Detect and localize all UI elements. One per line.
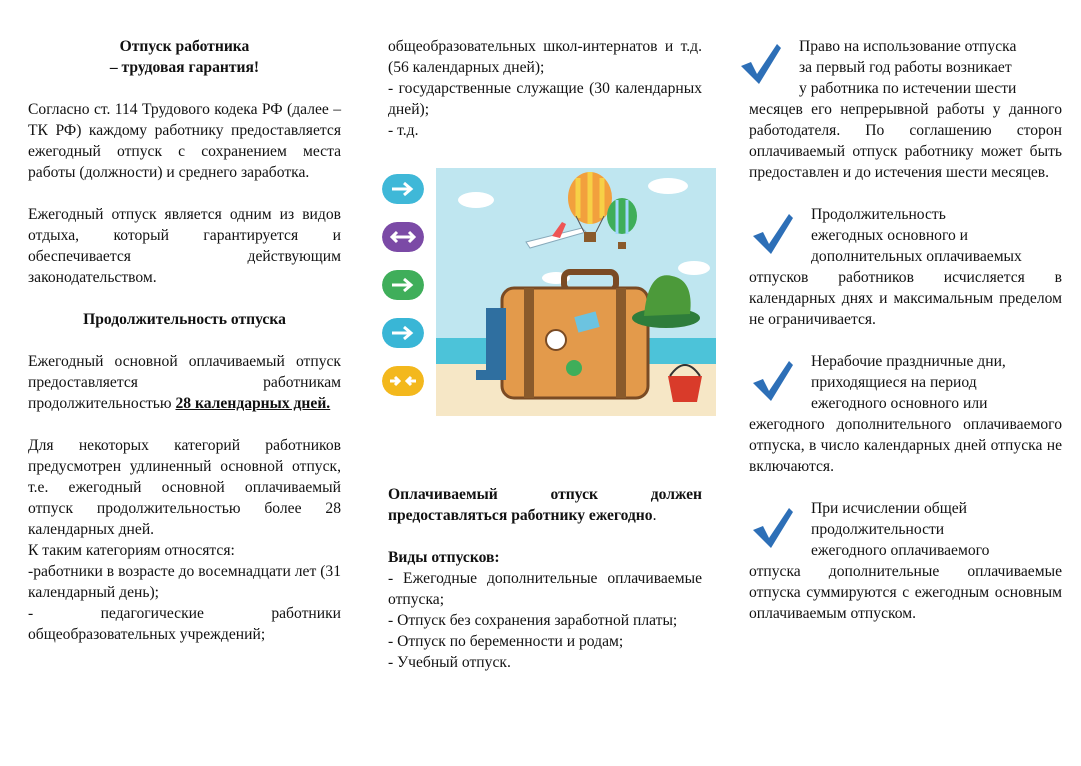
column-middle xyxy=(388,36,702,141)
b3-rest: ежегодного дополнительного оплачиваемого отпуска, в число календарных дней отпуска не включаются. xyxy=(749,416,1062,475)
category-teachers: - педагогические работники общеобразовательных учреждений; xyxy=(28,605,341,643)
paragraph-article-114: Согласно ст. 114 Трудового кодека РФ (далее – ТК РФ) каждому работнику предоставляется ежегодный отпуск с сохранением места работы (должности) и среднего заработка. xyxy=(28,101,341,181)
title-line-2: – трудовая гарантия! xyxy=(109,59,260,76)
checkmark-icon xyxy=(749,504,795,550)
b4-line1: При исчислении общей xyxy=(811,500,968,517)
b3-line1: Нерабочие праздничные дни, xyxy=(811,353,1006,370)
checkmark-icon xyxy=(737,40,783,86)
checkmark-icon xyxy=(749,210,795,256)
b4-line2: продолжительности xyxy=(811,521,945,538)
b1-line1: Право на использование отпуска xyxy=(799,38,1017,55)
leave-type-maternity: - Отпуск по беременности и родам; xyxy=(388,633,624,650)
b2-rest: отпусков работников исчисляется в календарных днях и максимальным пределом не ограничивается. xyxy=(749,269,1062,328)
heading-leave-types: Виды отпусков: xyxy=(388,549,500,566)
duration-days: 28 календарных дней. xyxy=(175,395,331,412)
double-arrow-icon xyxy=(382,222,424,252)
column-left xyxy=(28,36,341,645)
block-duration-days xyxy=(749,204,1062,330)
category-minors: -работники в возрасте до восемнадцати лет (31 календарный день); xyxy=(28,563,341,601)
category-civil-servants: - государственные служащие (30 календарных дней); xyxy=(388,80,702,118)
b1-line2: за первый год работы возникает xyxy=(799,59,1012,76)
b4-line3: ежегодного оплачиваемого xyxy=(811,542,990,559)
b1-line3: у работника по истечении шести xyxy=(799,80,1017,97)
b3-line3: ежегодного основного или xyxy=(811,395,988,412)
arrow-right-icon xyxy=(382,318,424,348)
b3-line2: приходящиеся на период xyxy=(811,374,977,391)
column-right xyxy=(749,36,1062,624)
column-middle-lower xyxy=(388,484,702,673)
leave-type-study: - Учебный отпуск. xyxy=(388,654,511,671)
heading-duration: Продолжительность отпуска xyxy=(83,311,286,328)
arrows-in-icon xyxy=(382,366,424,396)
title-line-1: Отпуск работника xyxy=(119,38,250,55)
paragraph-extended-leave: Для некоторых категорий работников предусмотрен удлиненный основной отпуск, т.е. ежегодный основной оплачиваемый отпуск продолжительностью более 28 календарных дней. xyxy=(28,437,341,538)
category-etc: - т.д. xyxy=(388,122,419,139)
b1-rest: месяцев его непрерывной работы у данного работодателя. По соглашению сторон оплачиваемый отпуск работнику может быть предоставлен и до истечения шести месяцев. xyxy=(749,101,1062,181)
vacation-illustration xyxy=(380,168,716,416)
paragraph-leave-rest: Ежегодный отпуск является одним из видов отдыха, который гарантируется и обеспечивается действующим законодательством. xyxy=(28,206,341,286)
category-boarding-schools: общеобразовательных школ-интернатов и т.д. (56 календарных дней); xyxy=(388,38,702,76)
travel-scene xyxy=(436,168,716,416)
b2-line1: Продолжительность xyxy=(811,206,946,223)
leave-type-unpaid: - Отпуск без сохранения заработной платы; xyxy=(388,612,678,629)
paragraph-categories: К таким категориям относятся: xyxy=(28,542,235,559)
b2-line3: дополнительных оплачиваемых xyxy=(811,248,1022,265)
block-holidays xyxy=(749,351,1062,477)
b4-rest: отпуска дополнительные оплачиваемые отпуска суммируются с ежегодным основным оплачиваемым отпуском. xyxy=(749,563,1062,622)
leave-type-additional: - Ежегодные дополнительные оплачиваемые отпуска; xyxy=(388,570,702,608)
arrow-icons xyxy=(380,168,432,416)
paragraph-duration xyxy=(28,351,341,414)
annual-period: . xyxy=(652,507,657,524)
arrow-right-icon xyxy=(382,270,424,300)
paragraph-annual xyxy=(388,484,702,526)
duration-text: Ежегодный основной оплачиваемый отпуск предоставляется работникам продолжительностью xyxy=(28,353,341,412)
block-summation xyxy=(749,498,1062,624)
suitcase xyxy=(502,272,648,398)
checkmark-icon xyxy=(749,357,795,403)
block-first-year-right xyxy=(749,36,1062,183)
arrow-right-icon xyxy=(382,174,424,204)
annual-bold-text: Оплачиваемый отпуск должен предоставляться работнику ежегодно xyxy=(388,486,702,524)
b2-line2: ежегодных основного и xyxy=(811,227,969,244)
